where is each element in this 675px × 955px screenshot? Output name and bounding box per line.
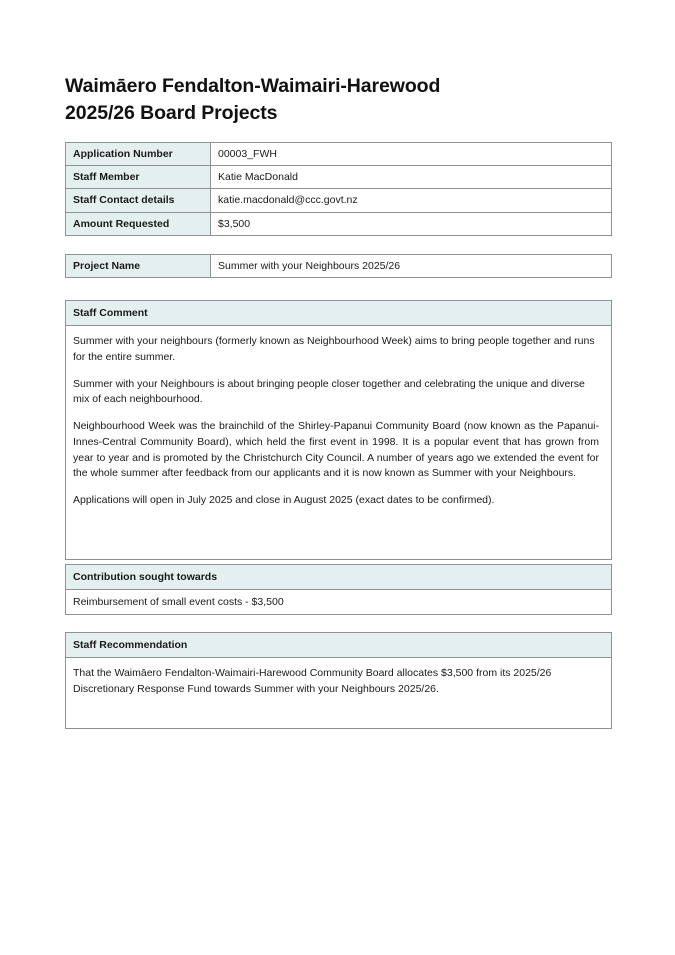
staff-contact-details-label: Staff Contact details: [66, 189, 211, 212]
page-title-line-1: Waimāero Fendalton-Waimairi-Harewood: [65, 75, 441, 98]
staff-member-value: Katie MacDonald: [211, 166, 612, 189]
amount-requested-label: Amount Requested: [66, 212, 211, 235]
section-header-row: [66, 565, 612, 590]
page-title: [65, 73, 585, 127]
table-row: [66, 189, 612, 212]
table-row: [66, 143, 612, 166]
staff-comment-body: [66, 326, 612, 560]
staff-comment-paragraph-4: Applications will open in July 2025 and close in August 2025 (exact dates to be confirmed).: [73, 494, 495, 507]
staff-recommendation-body: [66, 658, 612, 729]
page-title-line-2: 2025/26 Board Projects: [65, 101, 278, 124]
staff-comment-paragraph-2: Summer with your Neighbours is about bringing people closer together and celebrating the unique and diverse mix of each neighbourhood.: [73, 377, 585, 406]
table-row: [66, 255, 612, 278]
staff-comment-paragraph-1: Summer with your neighbours (formerly known as Neighbourhood Week) aims to bring people together and runs for the entire summer.: [73, 335, 595, 363]
application-number-label: Application Number: [66, 143, 211, 166]
staff-recommendation-heading: Staff Recommendation: [66, 633, 612, 658]
contribution-text: Reimbursement of small event costs - $3,500: [66, 590, 612, 615]
staff-comment-section: [65, 300, 612, 560]
staff-recommendation-text: That the Waimāero Fendalton-Waimairi-Harewood Community Board allocates $3,500 from its 2025/26 Discretionary Response Fund towards Summer with your Neighbours 2025/26.: [73, 667, 552, 695]
staff-member-label: Staff Member: [66, 166, 211, 189]
application-number-value: 00003_FWH: [211, 143, 612, 166]
section-body-row: [66, 590, 612, 615]
staff-recommendation-section: [65, 632, 612, 729]
project-name-value: Summer with your Neighbours 2025/26: [211, 255, 612, 278]
staff-comment-heading: Staff Comment: [66, 301, 612, 326]
section-header-row: [66, 301, 612, 326]
table-row: [66, 166, 612, 189]
staff-contact-details-value: katie.macdonald@ccc.govt.nz: [211, 189, 612, 212]
section-body-row: [66, 658, 612, 729]
project-name-table: [65, 254, 612, 278]
amount-requested-value: $3,500: [211, 212, 612, 235]
section-header-row: [66, 633, 612, 658]
contribution-heading: Contribution sought towards: [66, 565, 612, 590]
contribution-section: [65, 564, 612, 615]
table-row: [66, 212, 612, 235]
staff-comment-paragraph-3: Neighbourhood Week was the brainchild of the Shirley-Papanui Community Board (now known as the Papanui-Innes-Central Community Board), which held the first event in 1998. It is a popular event that has grown from year to year and is promoted by the Christchurch City Council. A number of years ago we extended the event for the whole summer after feedback from our applicants and it is now known as Summer with your Neighbours.: [73, 420, 599, 480]
project-name-label: Project Name: [66, 255, 211, 278]
section-body-row: [66, 326, 612, 560]
application-info-table: [65, 142, 612, 236]
